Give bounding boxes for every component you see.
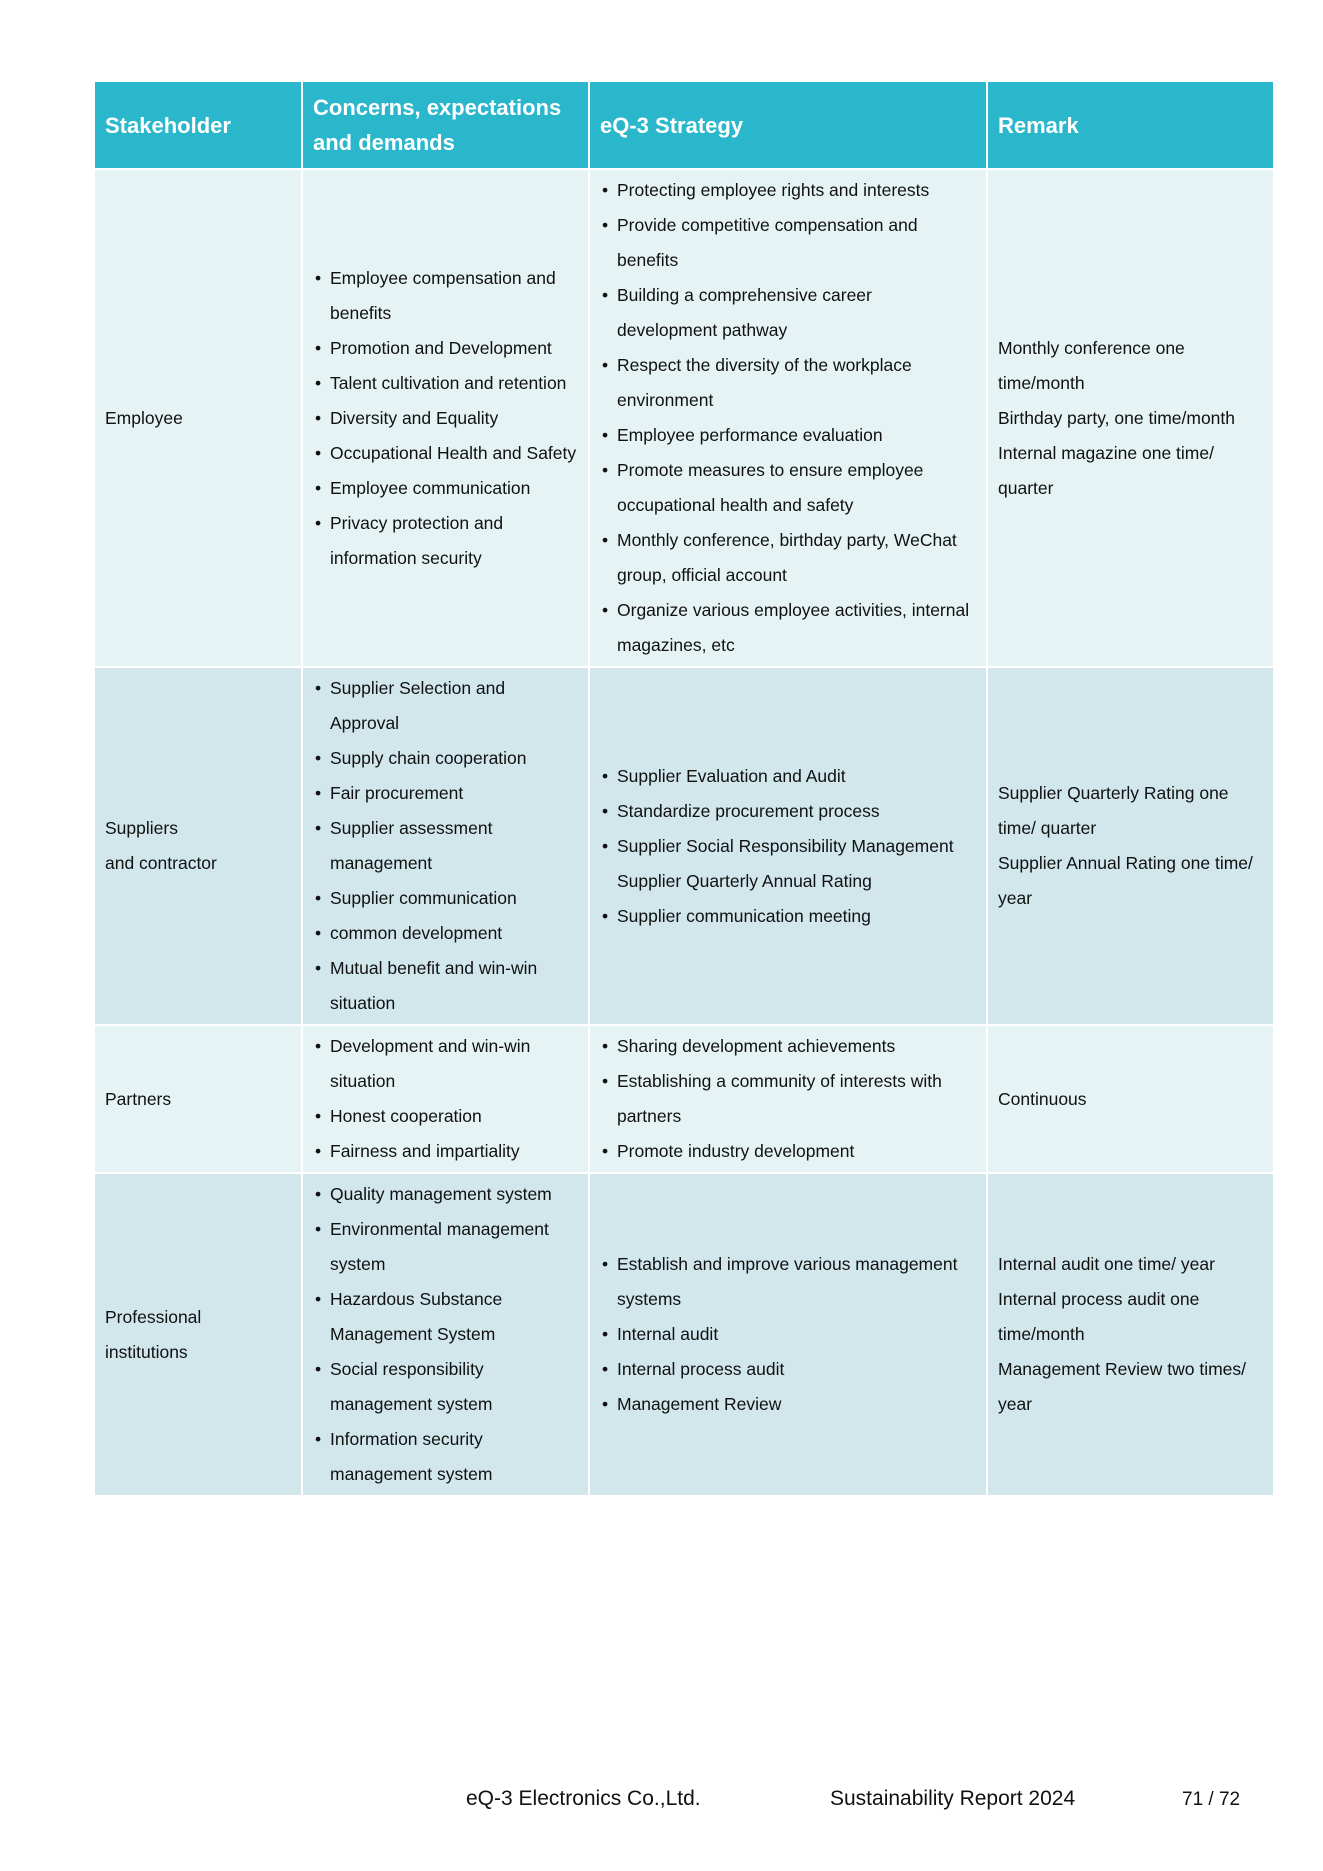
- strategy-cell: [589, 667, 987, 1025]
- list-item: • Environmental management system: [313, 1212, 578, 1282]
- list-item: • Diversity and Equality: [313, 401, 578, 436]
- list-item: • Promotion and Development: [313, 331, 578, 366]
- table-row: [95, 667, 1273, 1025]
- list-item: • Supplier communication meeting: [600, 899, 976, 934]
- concerns-cell: [302, 667, 589, 1025]
- list-item: • Supplier Social Responsibility Management Supplier Quarterly Annual Rating: [600, 829, 976, 899]
- header-strategy: eQ-3 Strategy: [589, 82, 987, 169]
- remark-cell: Internal audit one time/ year Internal process audit one time/month Management Review two times/ year: [987, 1173, 1273, 1495]
- list-item: • Talent cultivation and retention: [313, 366, 578, 401]
- list-item: • Hazardous Substance Management System: [313, 1282, 578, 1352]
- page-number: 71 / 72: [1182, 1789, 1241, 1810]
- stakeholder-cell: Employee: [95, 169, 302, 667]
- list-item: • Establish and improve various management systems: [600, 1247, 976, 1317]
- list-item: • Supplier Evaluation and Audit: [600, 759, 976, 794]
- remark-cell: Continuous: [987, 1025, 1273, 1173]
- list-item: • Fair procurement: [313, 776, 578, 811]
- list-item: • Respect the diversity of the workplace environment: [600, 348, 976, 418]
- list-item: • Mutual benefit and win-win situation: [313, 951, 578, 1021]
- list-item: • Supplier Selection and Approval: [313, 671, 578, 741]
- list-item: • Establishing a community of interests with partners: [600, 1064, 976, 1134]
- list-item: • Employee communication: [313, 471, 578, 506]
- stakeholder-cell: Professional institutions: [95, 1173, 302, 1495]
- strategy-cell: [589, 1025, 987, 1173]
- concerns-cell: [302, 169, 589, 667]
- list-item: • Information security management system: [313, 1422, 578, 1492]
- list-item: • Internal process audit: [600, 1352, 976, 1387]
- list-item: • Employee compensation and benefits: [313, 261, 578, 331]
- stakeholder-cell: Suppliers and contractor: [95, 667, 302, 1025]
- concerns-cell: [302, 1173, 589, 1495]
- table-header-row: [95, 82, 1273, 169]
- list-item: • Promote industry development: [600, 1134, 976, 1169]
- list-item: • Promote measures to ensure employee occupational health and safety: [600, 453, 976, 523]
- list-item: • Development and win-win situation: [313, 1029, 578, 1099]
- list-item: • Privacy protection and information security: [313, 506, 578, 576]
- strategy-cell: [589, 169, 987, 667]
- remark-cell: Supplier Quarterly Rating one time/ quarter Supplier Annual Rating one time/ year: [987, 667, 1273, 1025]
- list-item: • Quality management system: [313, 1177, 578, 1212]
- list-item: • Monthly conference, birthday party, WeChat group, official account: [600, 523, 976, 593]
- header-stakeholder: Stakeholder: [95, 82, 302, 169]
- list-item: • Standardize procurement process: [600, 794, 976, 829]
- list-item: • Employee performance evaluation: [600, 418, 976, 453]
- list-item: • Organize various employee activities, internal magazines, etc: [600, 593, 976, 663]
- list-item: • Social responsibility management system: [313, 1352, 578, 1422]
- strategy-cell: [589, 1173, 987, 1495]
- list-item: • Protecting employee rights and interests: [600, 173, 976, 208]
- header-remark: Remark: [987, 82, 1273, 169]
- list-item: • Honest cooperation: [313, 1099, 578, 1134]
- list-item: • Supplier assessment management: [313, 811, 578, 881]
- stakeholder-cell: Partners: [95, 1025, 302, 1173]
- list-item: • Fairness and impartiality: [313, 1134, 578, 1169]
- table-row: [95, 169, 1273, 667]
- remark-cell: Monthly conference one time/month Birthday party, one time/month Internal magazine one time/ quarter: [987, 169, 1273, 667]
- list-item: • Supplier communication: [313, 881, 578, 916]
- footer-company: eQ-3 Electronics Co.,Ltd.: [466, 1787, 701, 1810]
- list-item: • Sharing development achievements: [600, 1029, 976, 1064]
- header-concerns: Concerns, expectations and demands: [302, 82, 589, 169]
- table-row: [95, 1173, 1273, 1495]
- footer-report-title: Sustainability Report 2024: [830, 1787, 1076, 1810]
- list-item: • Building a comprehensive career development pathway: [600, 278, 976, 348]
- stakeholder-table: [95, 82, 1273, 1495]
- list-item: • Management Review: [600, 1387, 976, 1422]
- list-item: • Supply chain cooperation: [313, 741, 578, 776]
- table-row: [95, 1025, 1273, 1173]
- list-item: • common development: [313, 916, 578, 951]
- concerns-cell: [302, 1025, 589, 1173]
- list-item: • Occupational Health and Safety: [313, 436, 578, 471]
- list-item: • Internal audit: [600, 1317, 976, 1352]
- list-item: • Provide competitive compensation and benefits: [600, 208, 976, 278]
